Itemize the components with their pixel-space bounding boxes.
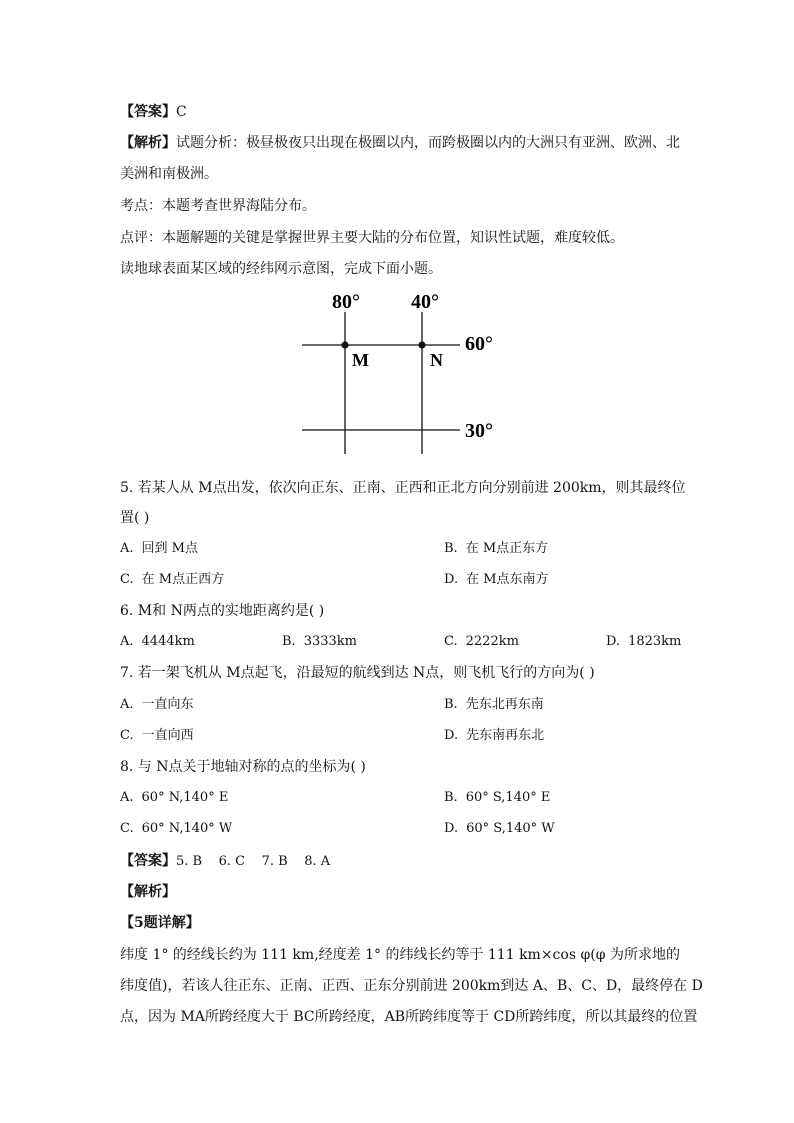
detail-5-line-3: 点，因为 MA所跨经度大于 BC所跨经度，AB所跨纬度等于 CD所跨纬度，所以其最终的位置: [120, 1009, 698, 1025]
answer-label: 【答案】: [120, 853, 176, 869]
q8-option-b: B. 60° S,140° E: [444, 790, 551, 805]
q5-stem-line-2: 置( ): [120, 510, 150, 526]
q7-option-c: C. 一直向西: [120, 728, 194, 743]
analysis-text: 试题分析：极昼极夜只出现在极圈以内，而跨极圈以内的大洲只有亚洲、欧洲、北: [176, 135, 680, 151]
analysis-line-1: [120, 133, 680, 153]
q6-stem: 6. M和 N两点的实地距离约是( ): [120, 603, 325, 619]
analysis-label-2: 【解析】: [120, 884, 176, 900]
q5-stem-line-1: 5. 若某人从 M点出发，依次向正东、正南、正西和正北方向分别前进 200km，则其最终位: [120, 480, 686, 496]
q6-option-a: A. 4444km: [120, 634, 195, 649]
detail-5-line-2: 纬度值)，若该人往正东、正南、正西、正东分别前进 200km到达 A、B、C、D，最终停在 D: [120, 978, 703, 994]
point-n-dot: [418, 341, 425, 348]
q8-option-a: A. 60° N,140° E: [120, 790, 229, 805]
q5-option-c: C. 在 M点正西方: [120, 572, 225, 587]
q7-option-d: D. 先东南再东北: [444, 728, 545, 743]
graticule-figure: [300, 288, 510, 458]
q5-option-a: A. 回到 M点: [120, 541, 198, 556]
q6-option-b: B. 3333km: [282, 634, 357, 649]
lon-label-80: 80°: [332, 291, 360, 313]
point-m-dot: [341, 341, 348, 348]
analysis-label: 【解析】: [120, 135, 176, 151]
q5-option-b: B. 在 M点正东方: [444, 541, 549, 556]
answer-value: C: [176, 104, 187, 120]
q7-option-a: A. 一直向东: [120, 697, 194, 712]
lat-label-30: 30°: [465, 420, 493, 442]
lon-label-40: 40°: [411, 291, 439, 313]
point-n-label: N: [430, 350, 443, 370]
q8-stem: 8. 与 N点关于地轴对称的点的坐标为( ): [120, 759, 366, 775]
intro-line: 读地球表面某区域的经纬网示意图，完成下面小题。: [120, 261, 442, 277]
analysis-line-2: 美洲和南极洲。: [120, 166, 218, 182]
answer-label: 【答案】: [120, 104, 176, 120]
q6-option-d: D. 1823km: [606, 634, 682, 649]
point-m-label: M: [352, 350, 369, 370]
q5-option-d: D. 在 M点东南方: [444, 572, 549, 587]
q8-option-d: D. 60° S,140° W: [444, 821, 555, 836]
kaodian-line: 考点：本题考查世界海陆分布。: [120, 198, 316, 214]
q7-option-b: B. 先东北再东南: [444, 697, 544, 712]
lat-label-60: 60°: [465, 333, 493, 355]
answer-line-1: [120, 102, 680, 122]
dianping-line: 点评：本题解题的关键是掌握世界主要大陆的分布位置，知识性试题，难度较低。: [120, 230, 624, 246]
q7-stem: 7. 若一架飞机从 M点起飞，沿最短的航线到达 N点，则飞机飞行的方向为( ): [120, 665, 595, 681]
answer-value: 5. B 6. C 7. B 8. A: [176, 854, 331, 869]
detail-5-label: 【5题详解】: [120, 915, 200, 931]
q8-option-c: C. 60° N,140° W: [120, 821, 233, 836]
detail-5-line-1: 纬度 1° 的经线长约为 111 km,经度差 1° 的纬线长约等于 111 km×cos φ(φ 为所求地的: [120, 947, 680, 963]
q6-option-c: C. 2222km: [444, 634, 519, 649]
answer-line-2: [120, 851, 680, 872]
